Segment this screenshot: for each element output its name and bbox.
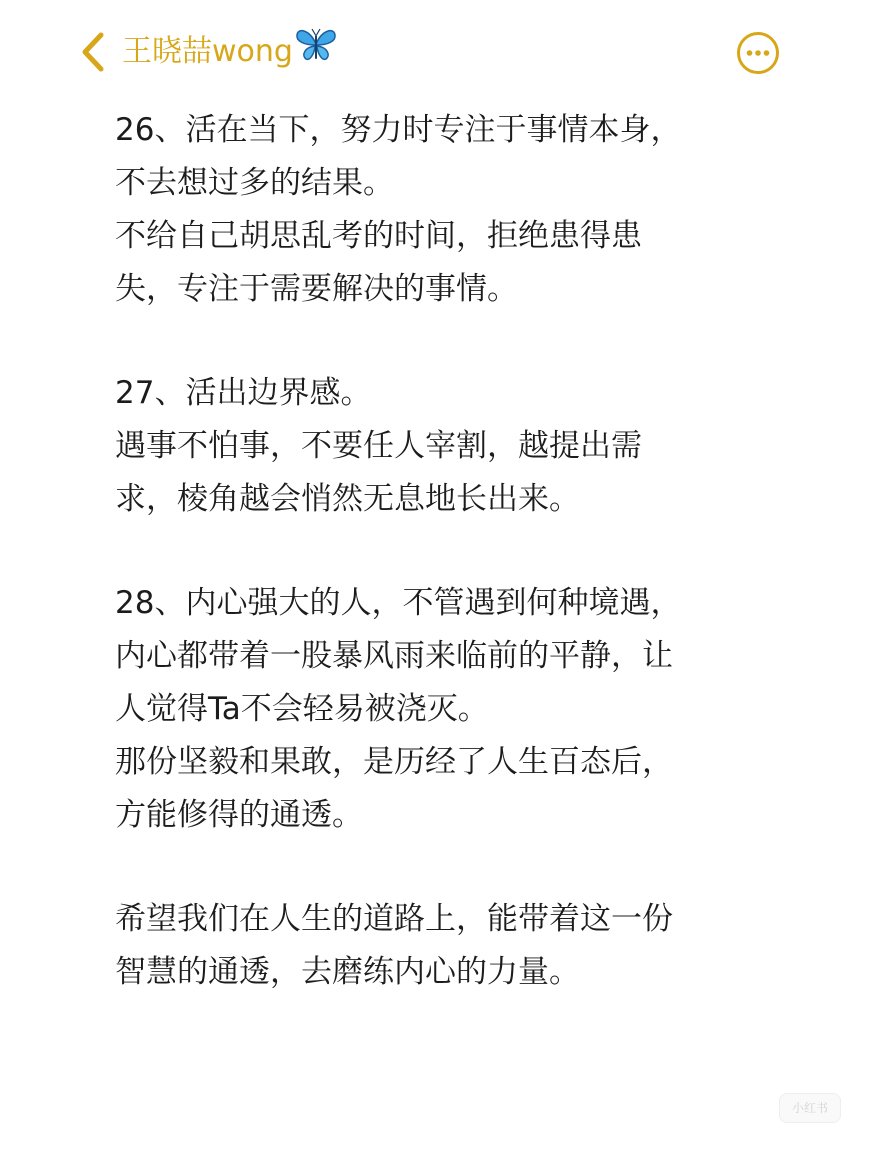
note-line: 求，棱角越会悄然无息地长出来。 <box>115 481 580 517</box>
note-line: 遇事不怕事，不要任人宰割，越提出需 <box>115 428 642 464</box>
note-line: 28、内心强大的人，不管遇到何种境遇， <box>115 585 682 621</box>
note-line: 内心都带着一股暴风雨来临前的平静，让 <box>115 638 673 674</box>
note-line: 失，专注于需要解决的事情。 <box>115 271 518 307</box>
note-line: 那份坚毅和果敢，是历经了人生百态后， <box>115 744 673 780</box>
note-body[interactable] <box>115 104 775 1050</box>
note-paragraph-28 <box>115 577 775 842</box>
back-button[interactable] <box>78 26 108 78</box>
folder-title[interactable] <box>122 28 337 76</box>
note-line: 26、活在当下，努力时专注于事情本身， <box>115 112 682 148</box>
folder-title-text: 王晓喆wong <box>122 34 293 69</box>
note-paragraph-26 <box>115 104 775 316</box>
top-navigation-bar <box>0 0 882 100</box>
watermark: 小红书 <box>779 1093 841 1123</box>
note-line: 不去想过多的结果。 <box>115 165 394 201</box>
note-line: 希望我们在人生的道路上，能带着这一份 <box>115 901 673 937</box>
more-options-button[interactable] <box>736 31 780 75</box>
note-line: 27、活出边界感。 <box>115 375 372 411</box>
note-line: 方能修得的通透。 <box>115 797 363 833</box>
note-paragraph-closing <box>115 893 775 999</box>
chevron-left-icon <box>78 30 108 74</box>
more-horizontal-icon <box>736 31 780 75</box>
note-line: 不给自己胡思乱考的时间，拒绝患得患 <box>115 218 642 254</box>
butterfly-icon <box>295 27 337 78</box>
note-line: 人觉得Ta不会轻易被浇灭。 <box>115 691 489 727</box>
note-paragraph-27 <box>115 367 775 526</box>
note-line: 智慧的通透，去磨练内心的力量。 <box>115 954 580 990</box>
